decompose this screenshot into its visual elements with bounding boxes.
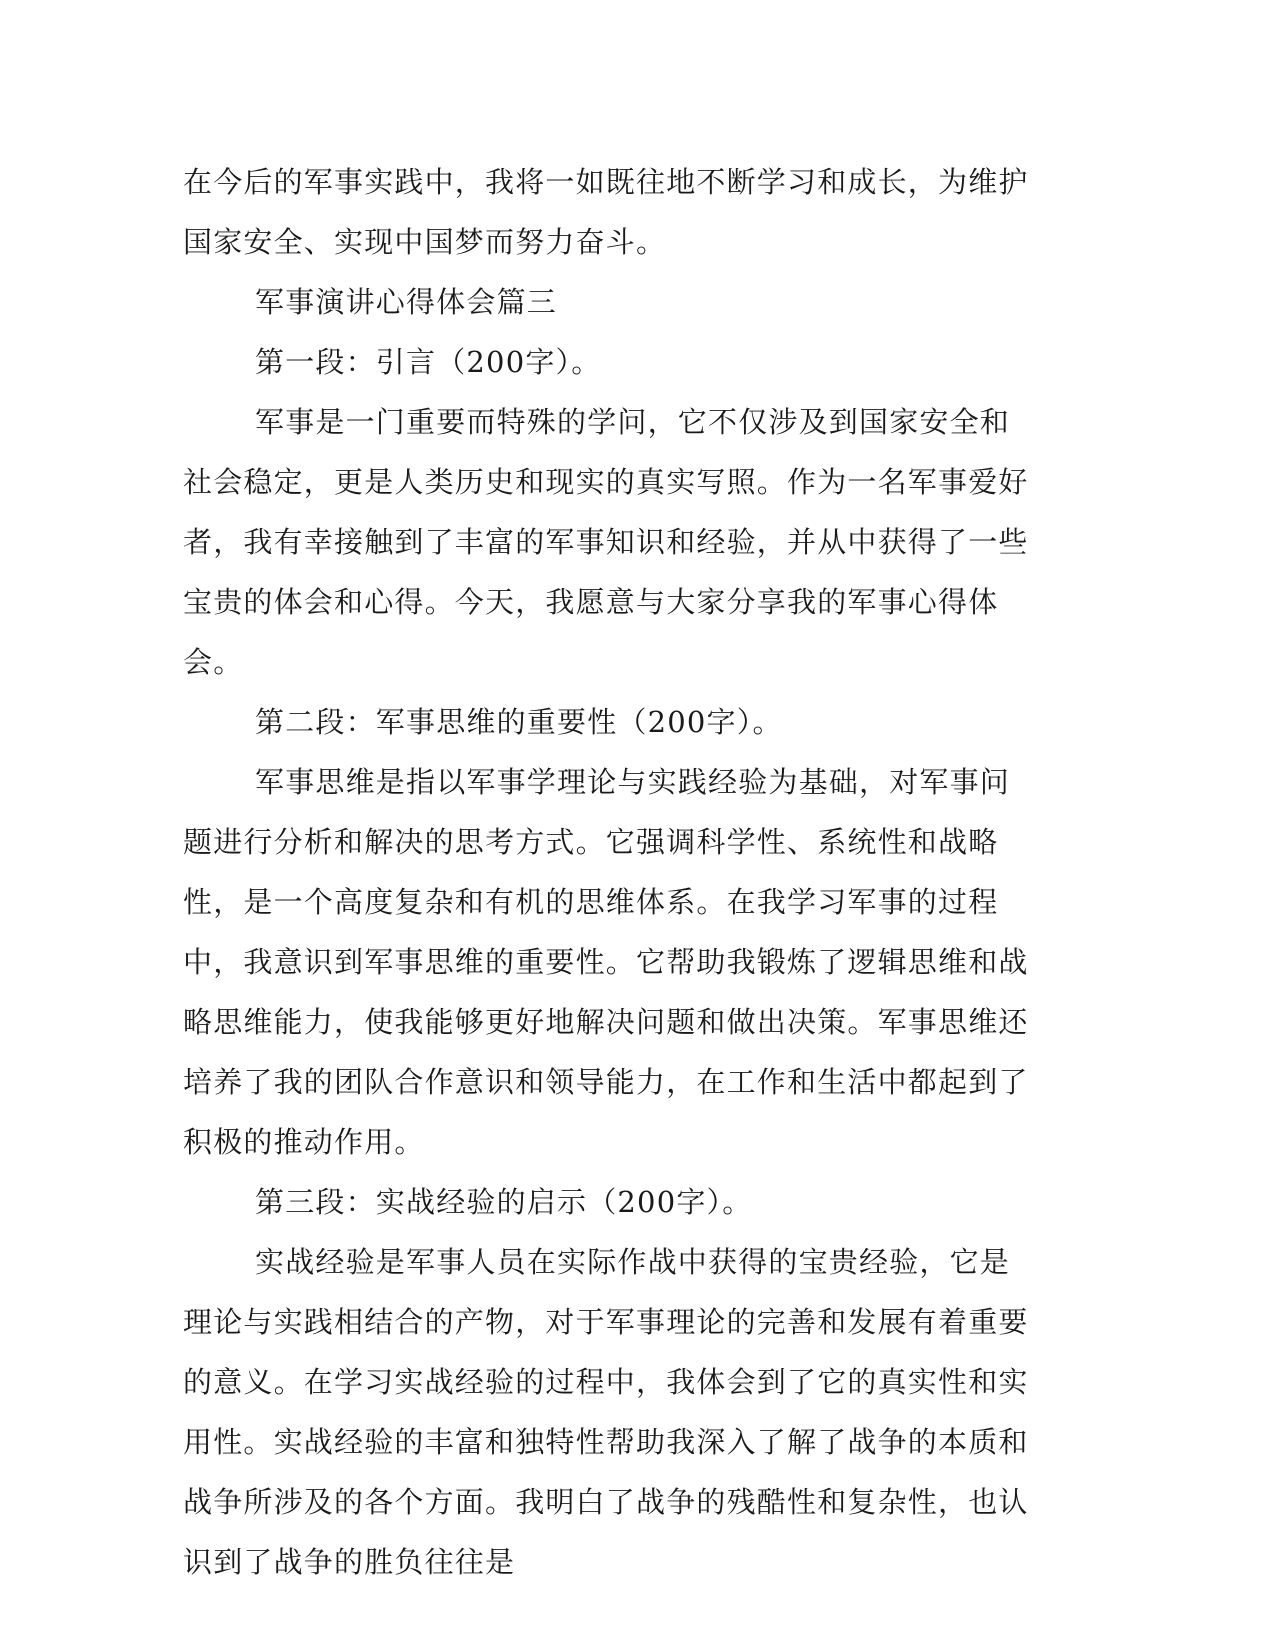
paragraph-military-thinking: 军事思维是指以军事学理论与实践经验为基础，对军事问题进行分析和解决的思考方式。它强调科学性、系统性和战略性，是一个高度复杂和有机的思维体系。在我学习军事的过程中，我意识到军事思维的重要性。它帮助我锻炼了逻辑思维和战略思维能力，使我能够更好地解决问题和做出决策。军事思维还培养了我的团队合作意识和领导能力，在工作和生活中都起到了积极的推动作用。 — [183, 765, 1029, 1159]
heading-part-one: 第一段：引言（200字）。 — [255, 345, 602, 379]
document-body — [183, 152, 1033, 1592]
heading-part-three: 第三段：实战经验的启示（200字）。 — [255, 1185, 753, 1219]
section-title: 军事演讲心得体会篇三 — [255, 285, 558, 319]
heading-part-two: 第二段：军事思维的重要性（200字）。 — [255, 705, 783, 739]
paragraph-introduction: 军事是一门重要而特殊的学问，它不仅涉及到国家安全和社会稳定，更是人类历史和现实的真实写照。作为一名军事爱好者，我有幸接触到了丰富的军事知识和经验，并从中获得了一些宝贵的体会和心得。今天，我愿意与大家分享我的军事心得体会。 — [183, 405, 1029, 679]
paragraph-conclusion: 在今后的军事实践中，我将一如既往地不断学习和成长，为维护国家安全、实现中国梦而努力奋斗。 — [183, 165, 1029, 259]
paragraph-combat-experience: 实战经验是军事人员在实际作战中获得的宝贵经验，它是理论与实践相结合的产物，对于军事理论的完善和发展有着重要的意义。在学习实战经验的过程中，我体会到了它的真实性和实用性。实战经验的丰富和独特性帮助我深入了解了战争的本质和战争所涉及的各个方面。我明白了战争的残酷性和复杂性，也认识到了战争的胜负往往是 — [183, 1245, 1029, 1579]
